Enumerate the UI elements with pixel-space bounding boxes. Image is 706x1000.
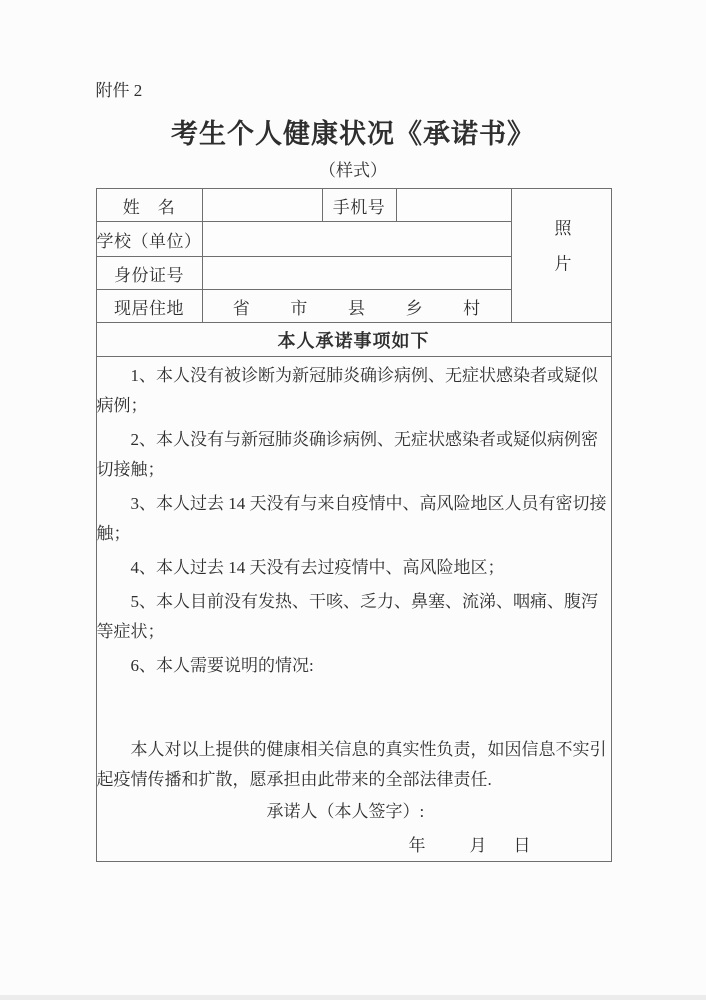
school-input-cell[interactable] <box>202 222 511 257</box>
name-label: 姓 名 <box>96 189 202 222</box>
residence-unit-village: 村 <box>463 298 481 318</box>
form-content <box>96 0 611 862</box>
residence-input-cell[interactable] <box>202 290 511 323</box>
residence-unit-township: 乡 <box>405 298 423 318</box>
residence-unit-county: 县 <box>347 298 365 318</box>
signature-label[interactable]: 承诺人（本人签字）: <box>266 802 425 821</box>
commitment-body <box>96 357 611 862</box>
date-month-label: 月 <box>469 836 487 855</box>
row-name-phone <box>96 189 611 222</box>
page-subtitle: （样式） <box>319 161 387 180</box>
residence-label: 现居住地 <box>96 290 202 323</box>
declaration-text: 本人对以上提供的健康相关信息的真实性负责，如因信息不实引起疫情传播和扩散，愿承担由此带来的全部法律责任. <box>96 740 607 789</box>
attachment-label: 附件 2 <box>95 81 143 100</box>
id-number-label: 身份证号 <box>96 257 202 290</box>
row-commitment-header <box>96 323 611 357</box>
school-label: 学校（单位） <box>96 222 202 257</box>
page-title: 考生个人健康状况《承诺书》 <box>171 119 535 149</box>
commitment-item-2: 2、本人没有与新冠肺炎确诊病例、无症状感染者或疑似病例密切接触； <box>96 430 598 479</box>
commitment-item-6: 6、本人需要说明的情况: <box>130 656 314 675</box>
phone-label: 手机号 <box>322 189 396 222</box>
date-day-label: 日 <box>513 836 531 855</box>
commitment-item-1: 1、本人没有被诊断为新冠肺炎确诊病例、无症状感染者或疑似病例； <box>96 366 598 415</box>
id-number-input-cell[interactable] <box>202 257 511 290</box>
commitment-item-4: 4、本人过去 14 天没有去过疫情中、高风险地区； <box>130 558 505 577</box>
phone-input-cell[interactable] <box>396 189 511 222</box>
commitment-item-5: 5、本人目前没有发热、干咳、乏力、鼻塞、流涕、咽痛、腹泻等症状； <box>96 592 598 641</box>
residence-units <box>203 294 511 319</box>
residence-unit-province: 省 <box>232 298 250 318</box>
photo-box[interactable] <box>511 189 611 323</box>
date-line[interactable] <box>97 831 611 861</box>
date-year-label: 年 <box>408 836 426 855</box>
commitment-item-3: 3、本人过去 14 天没有与来自疫情中、高风险地区人员有密切接触； <box>96 494 607 543</box>
scan-edge-shadow <box>0 995 706 1000</box>
health-commitment-table <box>96 188 612 862</box>
photo-label: 照片 <box>551 218 571 291</box>
remarks-blank-area[interactable] <box>97 685 611 735</box>
commitment-header: 本人承诺事项如下 <box>96 323 611 357</box>
residence-unit-city: 市 <box>290 298 308 318</box>
name-input-cell[interactable] <box>202 189 322 222</box>
row-commitment-body <box>96 357 611 862</box>
